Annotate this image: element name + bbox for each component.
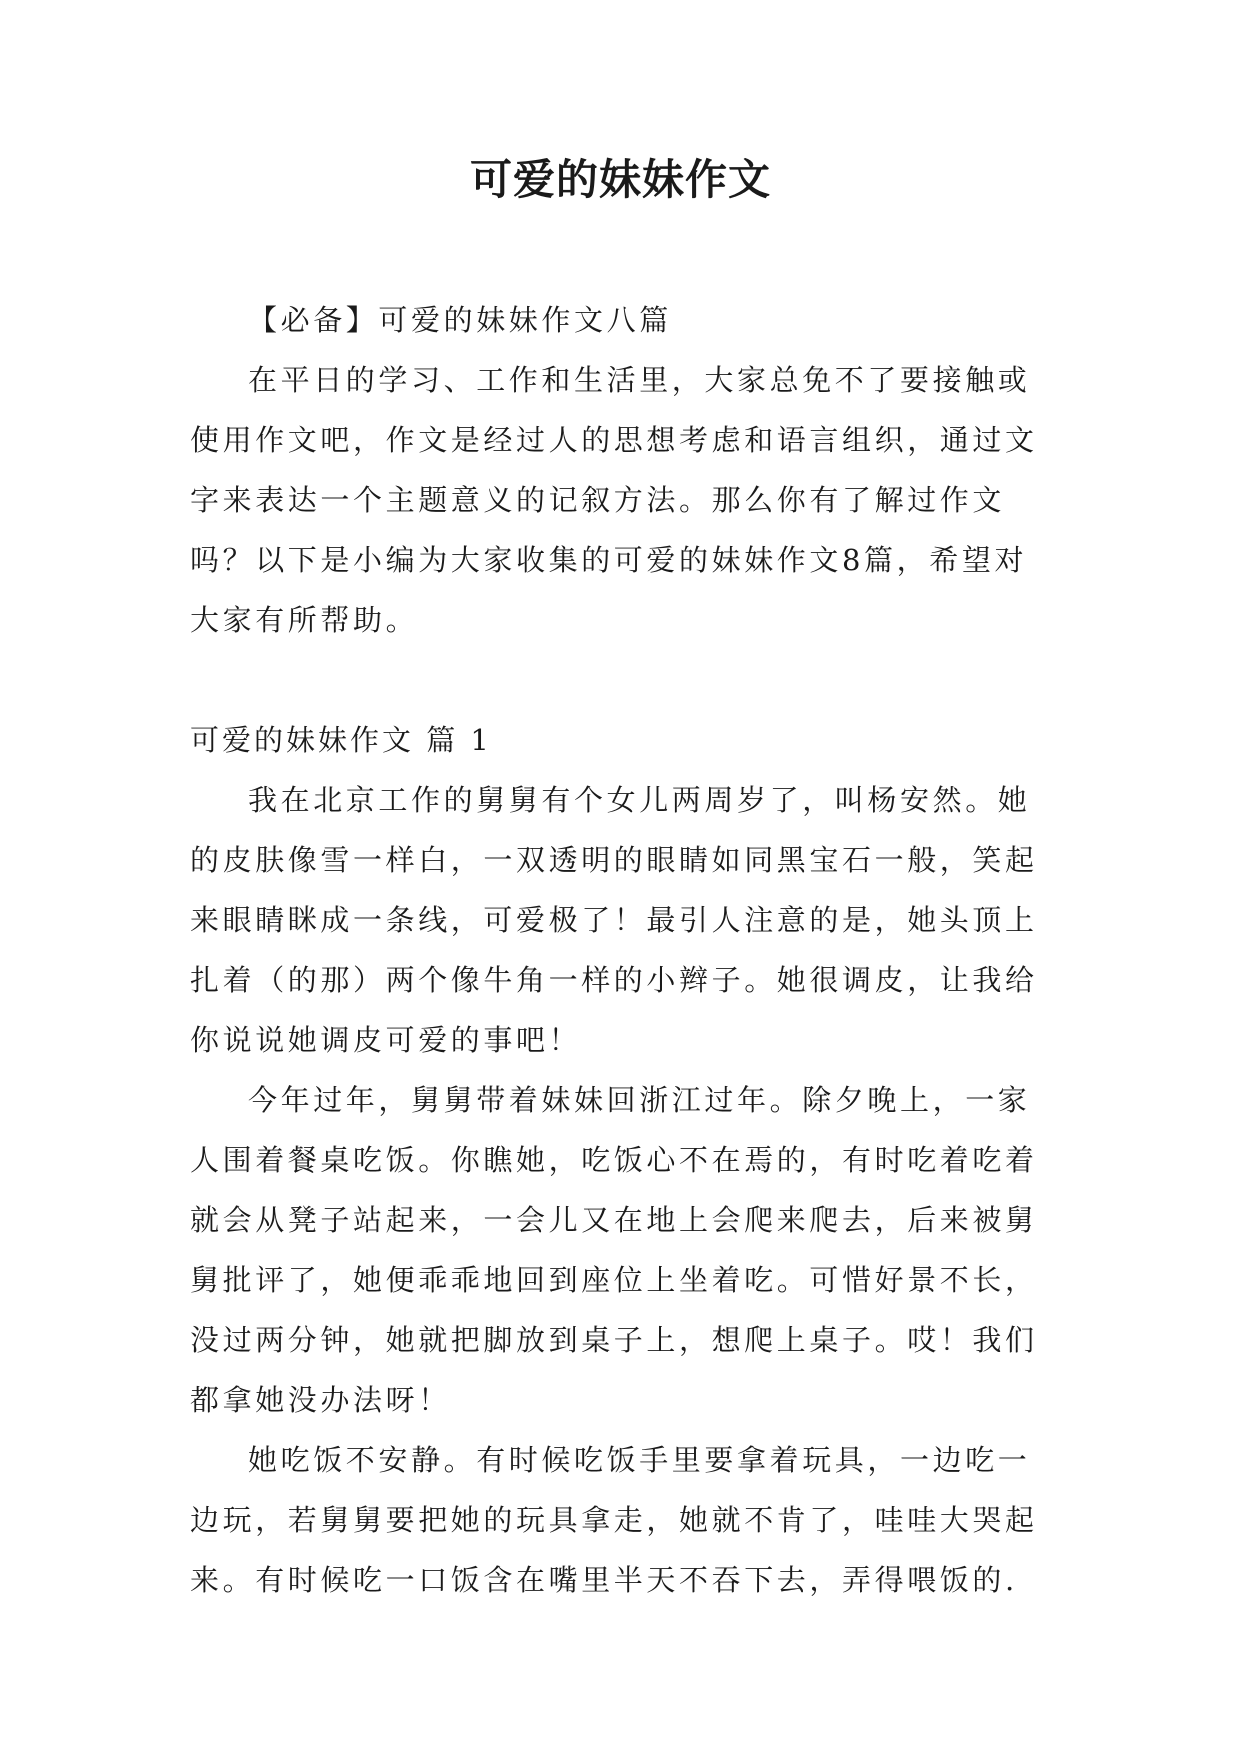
body-paragraph-3: 她吃饭不安静。有时候吃饭手里要拿着玩具，一边吃一边玩，若舅舅要把她的玩具拿走，她就不肯了，哇哇大哭起来。有时候吃一口饭含在嘴里半天不吞下去，弄得喂饭的. — [190, 1443, 1038, 1597]
intro-paragraph: 在平日的学习、工作和生活里，大家总免不了要接触或使用作文吧，作文是经过人的思想考虑和语言组织，通过文字来表达一个主题意义的记叙方法。那么你有了解过作文吗？以下是小编为大家收集的可爱的妹妹作文8篇，希望对大家有所帮助。 — [190, 363, 1038, 637]
section-heading: 可爱的妹妹作文 篇 1 — [190, 723, 492, 757]
document-title: 可爱的妹妹作文 — [469, 155, 771, 204]
body-paragraph-1: 我在北京工作的舅舅有个女儿两周岁了，叫杨安然。她的皮肤像雪一样白，一双透明的眼睛如同黑宝石一般，笑起来眼睛眯成一条线，可爱极了！最引人注意的是，她头顶上扎着（的那）两个像牛角一样的小辫子。她很调皮，让我给你说说她调皮可爱的事吧！ — [190, 783, 1038, 1057]
body-paragraph-2: 今年过年，舅舅带着妹妹回浙江过年。除夕晚上，一家人围着餐桌吃饭。你瞧她，吃饭心不在焉的，有时吃着吃着就会从凳子站起来，一会儿又在地上会爬来爬去，后来被舅舅批评了，她便乖乖地回到座位上坐着吃。可惜好景不长，没过两分钟，她就把脚放到桌子上，想爬上桌子。哎！我们都拿她没办法呀！ — [190, 1083, 1038, 1417]
document-body — [190, 290, 1052, 1610]
document-subtitle: 【必备】可爱的妹妹作文八篇 — [248, 303, 672, 337]
